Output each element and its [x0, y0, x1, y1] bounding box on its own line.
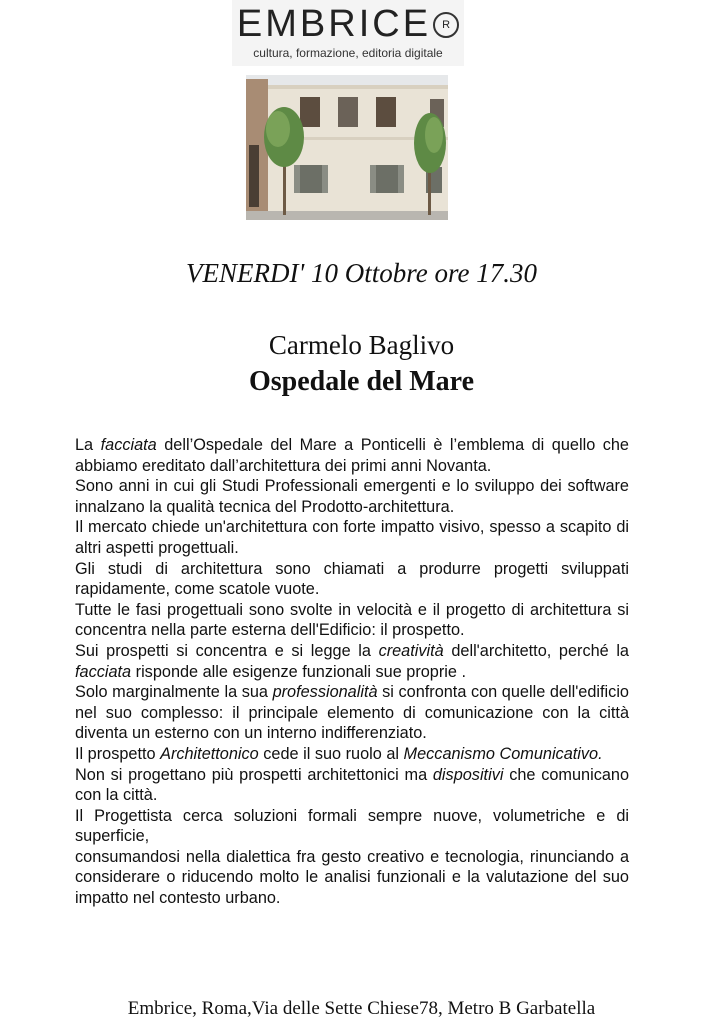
- event-title: Ospedale del Mare: [248, 366, 474, 397]
- logo-wordmark: [232, 2, 464, 46]
- registered-mark-icon: R: [433, 12, 459, 38]
- event-description: [75, 435, 629, 909]
- venue-footer: Embrice, Roma,Via delle Sette Chiese78, Metro B Garbatella: [127, 998, 596, 1019]
- paragraph: Il Progettista cerca soluzioni formali sempre nuove, volumetriche e di superficie,: [75, 806, 629, 846]
- paragraph: Il mercato chiede un'architettura con forte impatto visivo, spesso a scapito di altri aspetti progettuali.: [75, 518, 629, 557]
- event-datetime: VENERDI' 10 Ottobre ore 17.30: [186, 258, 537, 288]
- paragraph: Tutte le fasi progettuali sono svolte in velocità e il progetto di architettura si concentra nella parte esterna dell'Edificio: il prospetto.: [75, 600, 629, 640]
- building-photo: [246, 75, 448, 220]
- tagline: cultura, formazione, editoria digitale: [253, 46, 443, 60]
- paragraph: Sono anni in cui gli Studi Professionali emergenti e lo sviluppo dei software innalzano la qualità tecnica del Prodotto-architettura.: [75, 477, 629, 516]
- paragraph: Non si progettano più prospetti architettonici ma dispositivi che comunicano con la città.: [75, 765, 629, 805]
- paragraph: Il prospetto Architettonico cede il suo ruolo al Meccanismo Comunicativo.: [75, 744, 603, 763]
- paragraph: consumandosi nella dialettica fra gesto creativo e tecnologia, rinunciando a considerare o riducendo molto le analisi funzionali e la valutazione del suo impatto nel contesto urbano.: [75, 847, 629, 908]
- event-author: Carmelo Baglivo: [268, 330, 455, 360]
- paragraph: Solo marginalmente la sua professionalità si confronta con quelle dell'edificio nel suo complesso: il principale elemento di comunicazione con la città diventa un esterno con un interno indifferenziato.: [75, 683, 629, 743]
- paragraph: La facciata dell’Ospedale del Mare a Ponticelli è l’emblema di quello che abbiamo ereditato dall’architettura dei primi anni Novanta.: [75, 436, 629, 475]
- logo: [232, 0, 464, 66]
- paragraph: Sui prospetti si concentra e si legge la creatività dell'architetto, perché la facciata risponde alle esigenze funzionali sue proprie .: [75, 641, 629, 681]
- paragraph: Gli studi di architettura sono chiamati a produrre progetti sviluppati rapidamente, come scatole vuote.: [75, 559, 629, 599]
- logo-text: EMBRICE: [236, 3, 432, 45]
